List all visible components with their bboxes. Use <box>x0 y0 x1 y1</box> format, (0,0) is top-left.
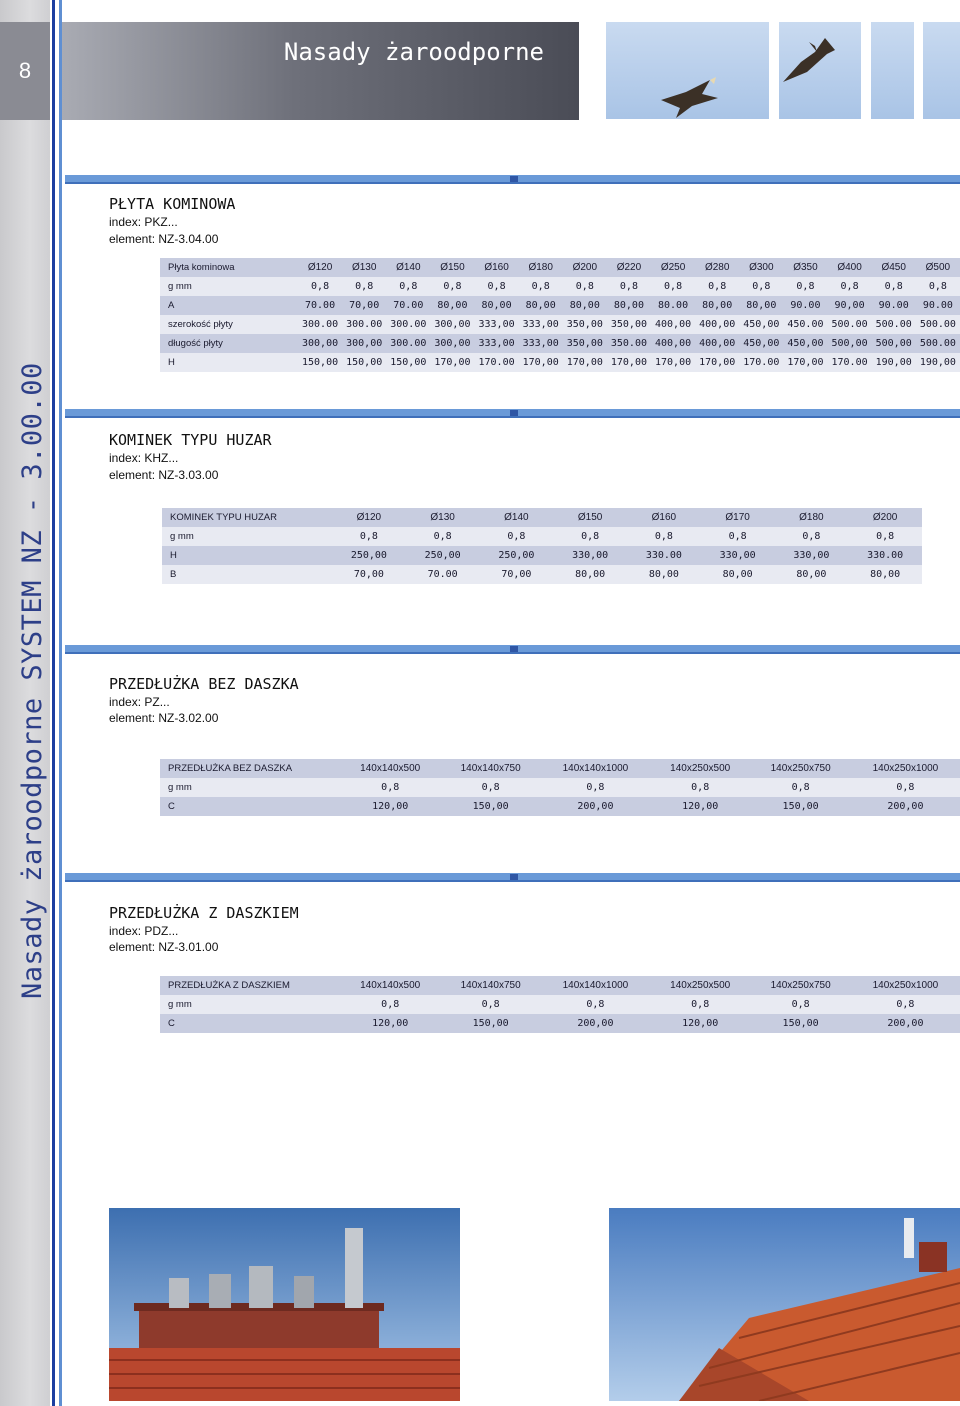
table-cell: 450,00 <box>783 334 827 353</box>
table-cell: 190,00 <box>916 353 960 372</box>
table-cell: 0,8 <box>775 527 849 546</box>
table-cell: 0,8 <box>607 277 651 296</box>
table-cell: 300.00 <box>342 315 386 334</box>
table-cell: 500.00 <box>828 315 872 334</box>
table-cell: 140x250x1000 <box>851 759 960 778</box>
table-cell: 90.00 <box>783 296 827 315</box>
table-cell: Ø160 <box>475 258 519 277</box>
section-index: index: PDZ... <box>109 924 179 938</box>
section-divider <box>65 645 960 654</box>
section-index: index: PZ... <box>109 695 170 709</box>
table-cell: Ø200 <box>563 258 607 277</box>
row-label: g mm <box>160 277 298 296</box>
table-cell: Ø160 <box>627 508 701 527</box>
table-cell: 170,00 <box>651 353 695 372</box>
table-cell: 333,00 <box>475 334 519 353</box>
spec-table-przedluzka-z-daszkiem <box>160 976 960 1033</box>
table-cell: 70.00 <box>386 296 430 315</box>
table-cell: 500.00 <box>916 334 960 353</box>
table-cell: 250,00 <box>406 546 480 565</box>
row-label: Płyta kominowa <box>160 258 298 277</box>
table-cell: Ø400 <box>828 258 872 277</box>
table-cell: 150,00 <box>386 353 430 372</box>
section-index: index: KHZ... <box>109 451 179 465</box>
table-cell: 140x140x1000 <box>541 976 650 995</box>
table-cell: Ø120 <box>332 508 406 527</box>
table-cell: Ø350 <box>783 258 827 277</box>
table-cell: 80,00 <box>775 565 849 584</box>
table-cell: 170.00 <box>475 353 519 372</box>
sidebar-title: Nasady żaroodporne SYSTEM NZ - 3.00.00 <box>17 362 48 999</box>
table-cell: 400,00 <box>651 334 695 353</box>
table-cell: 333,00 <box>475 315 519 334</box>
table-cell: 0,8 <box>750 995 850 1014</box>
table-row <box>160 995 960 1014</box>
table-row <box>160 258 960 277</box>
table-cell: Ø130 <box>342 258 386 277</box>
table-cell: 0,8 <box>739 277 783 296</box>
table-cell: 300,00 <box>430 334 474 353</box>
page-title: Nasady żaroodporne <box>283 38 544 66</box>
row-label: szerokość płyty <box>160 315 298 334</box>
table-cell: 0,8 <box>701 527 775 546</box>
table-cell: 0,8 <box>553 527 627 546</box>
table-cell: 0,8 <box>627 527 701 546</box>
table-cell: 80,00 <box>627 565 701 584</box>
table-cell: Ø300 <box>739 258 783 277</box>
table-cell: 400,00 <box>651 315 695 334</box>
table-cell: 500,00 <box>872 334 916 353</box>
table-cell: 170,00 <box>563 353 607 372</box>
table-cell: 330.00 <box>627 546 701 565</box>
row-label: PRZEDŁUŻKA Z DASZKIEM <box>160 976 340 995</box>
table-cell: 200,00 <box>851 1014 960 1033</box>
table-row <box>160 778 960 797</box>
row-label: H <box>162 546 332 565</box>
row-label: A <box>160 296 298 315</box>
table-cell: 0,8 <box>406 527 480 546</box>
table-row <box>160 334 960 353</box>
table-cell: 120,00 <box>340 1014 440 1033</box>
table-cell: 250,00 <box>480 546 554 565</box>
table-cell: Ø450 <box>872 258 916 277</box>
header-photo-sky-2 <box>923 22 960 119</box>
table-cell: 140x140x500 <box>340 976 440 995</box>
table-cell: 150,00 <box>298 353 342 372</box>
table-cell: 350,00 <box>607 315 651 334</box>
section-index: index: PKZ... <box>109 215 178 229</box>
vertical-rule-light <box>59 0 62 1406</box>
table-cell: 140x250x750 <box>750 759 850 778</box>
table-cell: 170,00 <box>783 353 827 372</box>
section-element: element: NZ-3.03.00 <box>109 468 219 482</box>
table-cell: Ø180 <box>775 508 849 527</box>
table-cell: 70.00 <box>406 565 480 584</box>
table-cell: 350.00 <box>607 334 651 353</box>
table-cell: 0,8 <box>848 527 922 546</box>
table-cell: 80,00 <box>430 296 474 315</box>
table-cell: 330.00 <box>848 546 922 565</box>
table-cell: 0,8 <box>332 527 406 546</box>
table-cell: 0,8 <box>916 277 960 296</box>
table-cell: 0,8 <box>342 277 386 296</box>
section-divider <box>65 409 960 418</box>
row-label: g mm <box>160 995 340 1014</box>
table-cell: 140x140x750 <box>440 976 540 995</box>
table-cell: Ø500 <box>916 258 960 277</box>
table-cell: 250,00 <box>332 546 406 565</box>
table-cell: 70,00 <box>480 565 554 584</box>
table-cell: 450,00 <box>739 315 783 334</box>
row-label: KOMINEK TYPU HUZAR <box>162 508 332 527</box>
table-cell: Ø280 <box>695 258 739 277</box>
table-cell: Ø140 <box>386 258 430 277</box>
table-cell: 350,00 <box>563 334 607 353</box>
table-cell: 0,8 <box>872 277 916 296</box>
table-cell: Ø200 <box>848 508 922 527</box>
table-cell: 80,00 <box>848 565 922 584</box>
row-label: B <box>162 565 332 584</box>
table-row <box>160 1014 960 1033</box>
table-cell: 120,00 <box>650 1014 750 1033</box>
table-cell: 500,00 <box>828 334 872 353</box>
table-cell: 80,00 <box>475 296 519 315</box>
table-cell: 80.00 <box>651 296 695 315</box>
table-cell: 333,00 <box>519 334 563 353</box>
table-cell: Ø170 <box>701 508 775 527</box>
table-row <box>160 759 960 778</box>
table-cell: 0,8 <box>386 277 430 296</box>
table-cell: 90,00 <box>828 296 872 315</box>
section-title: PRZEDŁUŻKA BEZ DASZKA <box>109 675 299 693</box>
chimney-photo-icon <box>109 1208 460 1401</box>
table-cell: 0,8 <box>851 995 960 1014</box>
table-cell: 0,8 <box>695 277 739 296</box>
table-cell: Ø220 <box>607 258 651 277</box>
table-cell: 0,8 <box>340 995 440 1014</box>
table-cell: 450,00 <box>739 334 783 353</box>
table-cell: 0,8 <box>475 277 519 296</box>
table-cell: 200,00 <box>541 1014 650 1033</box>
table-cell: 500.00 <box>916 315 960 334</box>
table-cell: 350,00 <box>563 315 607 334</box>
table-cell: 300.00 <box>298 315 342 334</box>
header-photo-bird-1 <box>606 22 769 119</box>
table-cell: 300,00 <box>430 315 474 334</box>
table-row <box>162 527 922 546</box>
table-row <box>160 797 960 816</box>
table-cell: 0,8 <box>563 277 607 296</box>
table-cell: 0,8 <box>480 527 554 546</box>
section-element: element: NZ-3.04.00 <box>109 232 219 246</box>
table-cell: 330,00 <box>553 546 627 565</box>
table-cell: 333,00 <box>519 315 563 334</box>
table-cell: 0,8 <box>430 277 474 296</box>
table-cell: 0,8 <box>298 277 342 296</box>
section-element: element: NZ-3.02.00 <box>109 711 219 725</box>
table-cell: 170.00 <box>739 353 783 372</box>
section-divider <box>65 175 960 184</box>
table-cell: 120,00 <box>340 797 440 816</box>
table-cell: 300,00 <box>298 334 342 353</box>
table-cell: Ø130 <box>406 508 480 527</box>
table-cell: 0,8 <box>651 277 695 296</box>
table-cell: 80,00 <box>701 565 775 584</box>
table-cell: Ø140 <box>480 508 554 527</box>
table-cell: 0,8 <box>440 778 540 797</box>
table-cell: 330,00 <box>775 546 849 565</box>
bird-icon <box>606 22 769 119</box>
table-row <box>160 976 960 995</box>
row-label: g mm <box>162 527 332 546</box>
table-row <box>160 296 960 315</box>
table-cell: 0,8 <box>650 778 750 797</box>
table-cell: 140x250x750 <box>750 976 850 995</box>
table-cell: 0,8 <box>541 778 650 797</box>
table-cell: 0,8 <box>828 277 872 296</box>
table-cell: Ø120 <box>298 258 342 277</box>
table-cell: 200,00 <box>851 797 960 816</box>
header-photo-bird-2 <box>779 22 861 119</box>
section-element: element: NZ-3.01.00 <box>109 940 219 954</box>
section-divider <box>65 873 960 882</box>
table-cell: 80,00 <box>607 296 651 315</box>
table-cell: 140x250x500 <box>650 976 750 995</box>
table-cell: 170,00 <box>519 353 563 372</box>
table-cell: 140x140x500 <box>340 759 440 778</box>
table-cell: 140x140x750 <box>440 759 540 778</box>
table-cell: 170,00 <box>607 353 651 372</box>
photo-tiled-roof <box>609 1208 960 1401</box>
table-cell: 200,00 <box>541 797 650 816</box>
table-cell: 150,00 <box>342 353 386 372</box>
bird-icon <box>779 22 861 119</box>
table-cell: 150,00 <box>440 797 540 816</box>
table-cell: 80,00 <box>553 565 627 584</box>
table-cell: 70,00 <box>332 565 406 584</box>
photo-chimney-cowls <box>109 1208 460 1401</box>
table-cell: 140x250x1000 <box>851 976 960 995</box>
table-cell: 450.00 <box>783 315 827 334</box>
table-cell: 70,00 <box>342 296 386 315</box>
table-cell: 170,00 <box>430 353 474 372</box>
table-cell: 400,00 <box>695 334 739 353</box>
table-cell: 140x250x500 <box>650 759 750 778</box>
table-row <box>160 277 960 296</box>
spec-table-przedluzka-bez-daszka <box>160 759 960 816</box>
table-cell: Ø150 <box>430 258 474 277</box>
table-cell: 170.00 <box>828 353 872 372</box>
table-cell: 150,00 <box>750 1014 850 1033</box>
row-label: C <box>160 1014 340 1033</box>
table-cell: 170,00 <box>695 353 739 372</box>
table-cell: 190,00 <box>872 353 916 372</box>
table-cell: Ø250 <box>651 258 695 277</box>
section-title: PŁYTA KOMINOWA <box>109 195 236 213</box>
table-cell: Ø150 <box>553 508 627 527</box>
row-label: długość płyty <box>160 334 298 353</box>
table-cell: 90.00 <box>872 296 916 315</box>
table-cell: 500.00 <box>872 315 916 334</box>
section-title: KOMINEK TYPU HUZAR <box>109 431 272 449</box>
table-cell: 0,8 <box>851 778 960 797</box>
table-cell: 0,8 <box>541 995 650 1014</box>
section-title: PRZEDŁUŻKA Z DASZKIEM <box>109 904 299 922</box>
table-cell: Ø180 <box>519 258 563 277</box>
table-cell: 330,00 <box>701 546 775 565</box>
table-row <box>162 508 922 527</box>
table-cell: 150,00 <box>440 1014 540 1033</box>
table-cell: 80,00 <box>519 296 563 315</box>
table-cell: 0,8 <box>519 277 563 296</box>
table-cell: 0,8 <box>650 995 750 1014</box>
table-cell: 0,8 <box>750 778 850 797</box>
row-label: g mm <box>160 778 340 797</box>
table-cell: 80,00 <box>739 296 783 315</box>
spec-table-plyta-kominowa <box>160 258 960 372</box>
table-row <box>160 315 960 334</box>
roof-photo-icon <box>609 1208 960 1401</box>
table-cell: 70.00 <box>298 296 342 315</box>
table-row <box>162 546 922 565</box>
table-cell: 0,8 <box>340 778 440 797</box>
table-cell: 400,00 <box>695 315 739 334</box>
table-cell: 300.00 <box>386 334 430 353</box>
row-label: C <box>160 797 340 816</box>
table-cell: 0,8 <box>440 995 540 1014</box>
table-cell: 140x140x1000 <box>541 759 650 778</box>
table-cell: 300,00 <box>342 334 386 353</box>
row-label: H <box>160 353 298 372</box>
table-cell: 0,8 <box>783 277 827 296</box>
table-cell: 90.00 <box>916 296 960 315</box>
vertical-rule-dark <box>52 0 55 1406</box>
table-cell: 150,00 <box>750 797 850 816</box>
table-cell: 300.00 <box>386 315 430 334</box>
table-cell: 120,00 <box>650 797 750 816</box>
row-label: PRZEDŁUŻKA BEZ DASZKA <box>160 759 340 778</box>
page-number: 8 <box>18 58 32 83</box>
header-photo-sky-1 <box>871 22 914 119</box>
table-row <box>160 353 960 372</box>
table-cell: 80,00 <box>563 296 607 315</box>
table-cell: 80,00 <box>695 296 739 315</box>
table-row <box>162 565 922 584</box>
spec-table-kominek-huzar <box>162 508 922 584</box>
